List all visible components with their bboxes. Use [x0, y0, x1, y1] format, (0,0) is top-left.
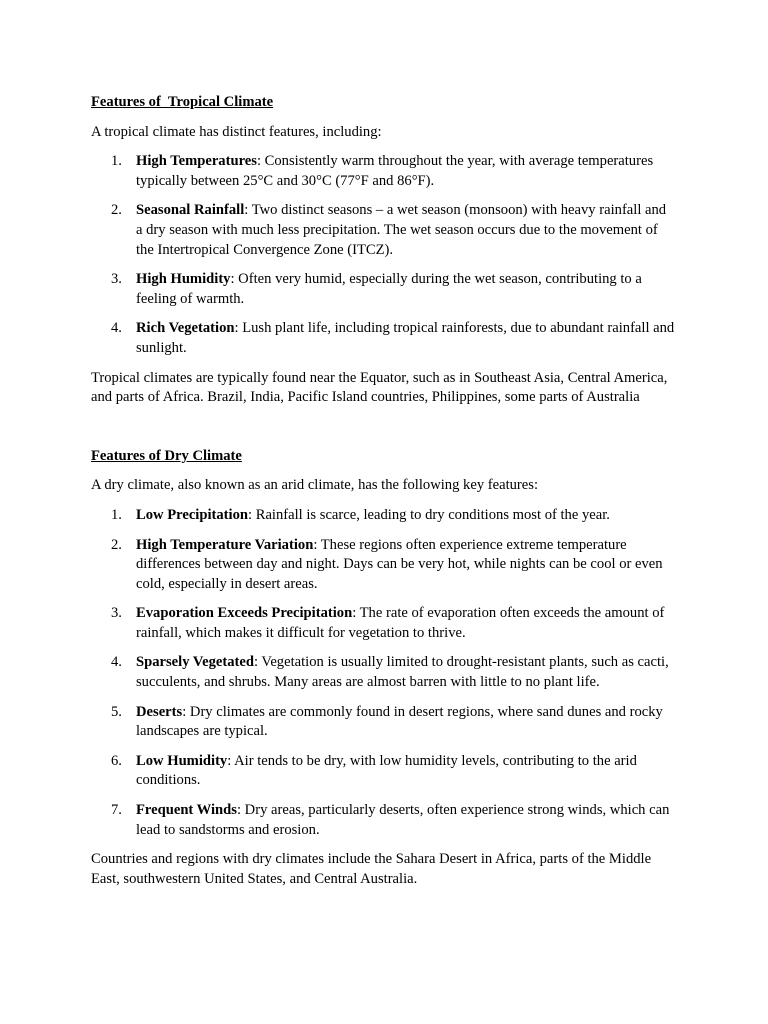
list-number: 7. — [111, 802, 122, 819]
document-body — [91, 93, 676, 899]
list-number: 6. — [111, 752, 122, 769]
feature-term: Deserts — [136, 703, 183, 720]
list-number: 5. — [111, 703, 122, 720]
list-item — [91, 801, 676, 840]
feature-term: Evaporation Exceeds Precipitation — [136, 605, 353, 622]
list-item — [91, 506, 676, 526]
feature-description: : Rainfall is scarce, leading to dry conditions most of the year. — [248, 506, 610, 523]
feature-description: : Air tends to be dry, with low humidity levels, contributing to the arid conditions. — [136, 752, 637, 789]
list-item — [91, 604, 676, 643]
feature-term: Low Precipitation — [136, 506, 249, 523]
feature-description: : Consistently warm throughout the year, with average temperatures typically between 25°C and 30°C (77°F and 86°F). — [136, 153, 654, 189]
feature-description: : Dry climates are commonly found in desert regions, where sand dunes and rocky landscapes are typical. — [136, 703, 663, 740]
section-heading: Features of Tropical Climate — [91, 94, 274, 110]
list-number: 3. — [111, 271, 122, 288]
section-dry-climate — [91, 447, 676, 890]
feature-list — [91, 152, 676, 358]
feature-description: : Lush plant life, including tropical rainforests, due to abundant rainfall and sunlight. — [136, 320, 675, 356]
feature-term: High Temperature Variation — [136, 536, 314, 553]
list-item — [91, 201, 676, 260]
section-outro: Countries and regions with dry climates include the Sahara Desert in Africa, parts of the Middle East, southwestern United States, and Central Australia. — [91, 851, 652, 887]
list-number: 1. — [111, 153, 122, 170]
feature-description: : The rate of evaporation often exceeds the amount of rainfall, which makes it difficult for vegetation to thrive. — [136, 605, 665, 641]
section-outro: Tropical climates are typically found near the Equator, such as in Southeast Asia, Central America, and parts of Africa. Brazil, India, Pacific Island countries, Philippines, some parts of Australia — [91, 369, 668, 406]
feature-term: Low Humidity — [136, 752, 228, 769]
feature-term: Frequent Winds — [136, 802, 237, 819]
list-item — [91, 703, 676, 742]
feature-description: : Vegetation is usually limited to drought-resistant plants, such as cacti, succulents, and shrubs. Many areas are almost barren with little to no plant life. — [136, 654, 669, 691]
feature-list — [91, 506, 676, 840]
list-item — [91, 752, 676, 791]
feature-term: Rich Vegetation — [136, 320, 235, 337]
list-item — [91, 270, 676, 309]
section-intro: A tropical climate has distinct features, including: — [91, 123, 382, 140]
feature-description: : Often very humid, especially during the wet season, contributing to a feeling of warmth. — [136, 271, 642, 307]
feature-description: : Dry areas, particularly deserts, often experience strong winds, which can lead to sandstorms and erosion. — [136, 802, 670, 838]
list-item — [91, 653, 676, 692]
feature-term: High Temperatures — [136, 153, 257, 170]
list-item — [91, 152, 676, 191]
list-item — [91, 536, 676, 595]
list-number: 4. — [111, 654, 122, 671]
feature-term: High Humidity — [136, 271, 231, 288]
section-heading: Features of Dry Climate — [91, 447, 242, 464]
list-number: 3. — [111, 605, 122, 622]
list-number: 4. — [111, 320, 122, 337]
list-number: 2. — [111, 202, 122, 219]
section-intro: A dry climate, also known as an arid climate, has the following key features: — [91, 477, 539, 494]
section-tropical-climate — [91, 93, 676, 408]
list-number: 1. — [111, 506, 122, 523]
section-spacer — [91, 418, 676, 447]
feature-description: : These regions often experience extreme temperature differences between day and night. Days can be very hot, while nights can be cool or even cold, especially in desert areas. — [136, 536, 663, 592]
list-item — [91, 319, 676, 358]
feature-term: Seasonal Rainfall — [136, 202, 245, 219]
list-number: 2. — [111, 536, 122, 553]
feature-term: Sparsely Vegetated — [136, 654, 254, 671]
feature-description: : Two distinct seasons – a wet season (monsoon) with heavy rainfall and a dry season with much less precipitation. The wet season occurs due to the movement of the Intertropical Convergence Zone (ITCZ). — [136, 202, 667, 258]
